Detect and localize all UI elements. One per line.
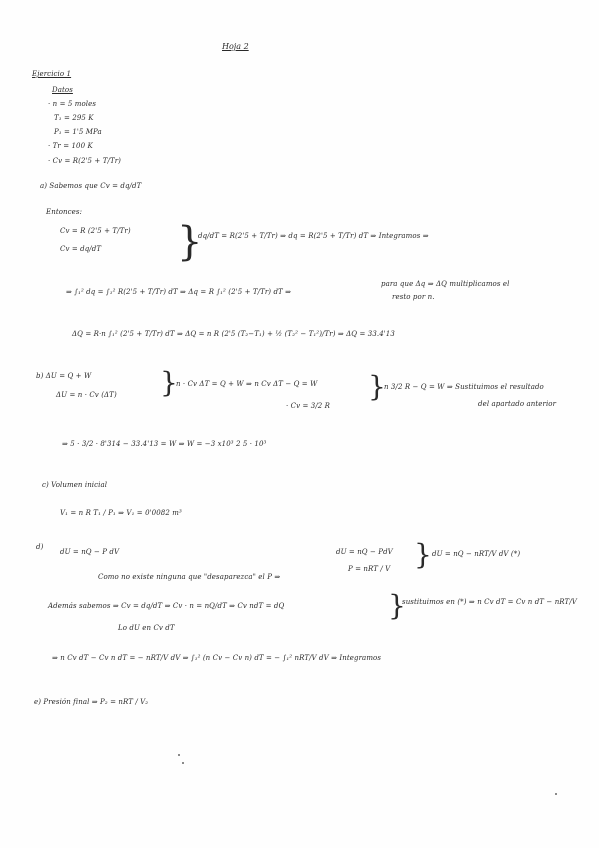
part-d-line: sustituimos en (*) ⇒ n Cv dT = Cv n dT − nRT/V [402,598,577,606]
part-a-integral: ⇒ ∫₁² dq = ∫₁² R(2'5 + T/Tr) dT ⇒ Δq = R ∫₁² (2'5 + T/Tr) dT ⇒ [66,288,292,296]
entonces-label: Entonces: [46,208,83,216]
part-b-final: ⇒ 5 · 3/2 · 8'314 − 33.4'13 = W ⇒ W = −3 x10³ 2 5 · 10³ [62,440,267,448]
part-c-heading: c) Volumen inicial [42,481,108,489]
data-line: · Tr = 100 K [48,142,93,150]
part-d-equation: dU = nQ − P dV [60,548,120,556]
part-d-right: dU = nQ − PdV [336,548,393,556]
scan-speck [178,754,180,756]
brace-icon: } [177,219,203,265]
part-a-note: para que Δq ⇒ ΔQ multiplicamos el [381,280,510,288]
part-a-system-eq: Cv = R (2'5 + T/Tr) [60,227,131,235]
scan-speck [182,762,184,764]
part-c-equation: V₁ = n R T₁ / P₁ ⇒ V₁ = 0'0082 m³ [60,509,182,517]
part-b-mid: n · Cv ΔT = Q + W ⇒ n Cv ΔT − Q = W [176,380,318,388]
part-d-line: ⇒ n Cv dT − Cv n dT = − nRT/V dV ⇒ ∫₁² (n Cv − Cv n) dT = − ∫₁² nRT/V dV ⇒ Integramos [52,654,382,662]
page-title: Hoja 2 [222,42,249,51]
part-d-right: dU = nQ − nRT/V dV (*) [432,550,521,558]
part-a-note: resto por n. [392,293,435,301]
brace-icon: } [160,366,178,399]
part-b-right: del apartado anterior [478,400,557,408]
part-b-line: ΔU = n · Cv (ΔT) [56,391,117,399]
part-a-intro: a) Sabemos que Cv = dq/dT [40,182,142,190]
data-line: P₁ = 1'5 MPa [54,128,102,136]
data-line: T₁ = 295 K [54,114,94,122]
part-b-right: n 3/2 R − Q = W ⇒ Sustituimos el resultado [384,383,544,391]
part-e-line: e) Presión final ⇒ P₂ = nRT / V₂ [34,698,149,706]
part-a-system-eq: Cv = dq/dT [60,245,102,253]
data-heading: Datos [52,86,73,94]
brace-icon: } [388,589,406,622]
part-a-final: ΔQ = R·n ∫₁² (2'5 + T/Tr) dT ⇒ ΔQ = n R (2'5 (T₂−T₁) + ½ (T₂² − T₁²)/Tr) ⇒ ΔQ = 33.4'13 [72,330,395,338]
data-line: · Cv = R(2'5 + T/Tr) [48,157,121,165]
part-d-line: Lo dU en Cv dT [118,624,175,632]
part-b-line: b) ΔU = Q + W [36,372,92,380]
part-d-line: Además sabemos ⇒ Cv = dq/dT ⇒ Cv · n = nQ/dT ⇒ Cv ndT = dQ [48,602,285,610]
part-b-mid: · Cv = 3/2 R [286,402,331,410]
part-d-note: Como no existe ninguna que "desaparezca" el P ⇒ [98,573,281,581]
brace-icon: } [368,370,386,403]
part-d-label: d) [36,543,44,551]
part-d-right: P = nRT / V [348,565,391,573]
exercise-heading: Ejercicio 1 [32,70,72,78]
data-line: · n = 5 moles [48,100,97,108]
scan-speck [555,793,557,795]
part-a-result: dq/dT = R(2'5 + T/Tr) ⇒ dq = R(2'5 + T/Tr) dT ⇒ Integramos ⇒ [198,232,429,240]
brace-icon: } [414,538,432,571]
